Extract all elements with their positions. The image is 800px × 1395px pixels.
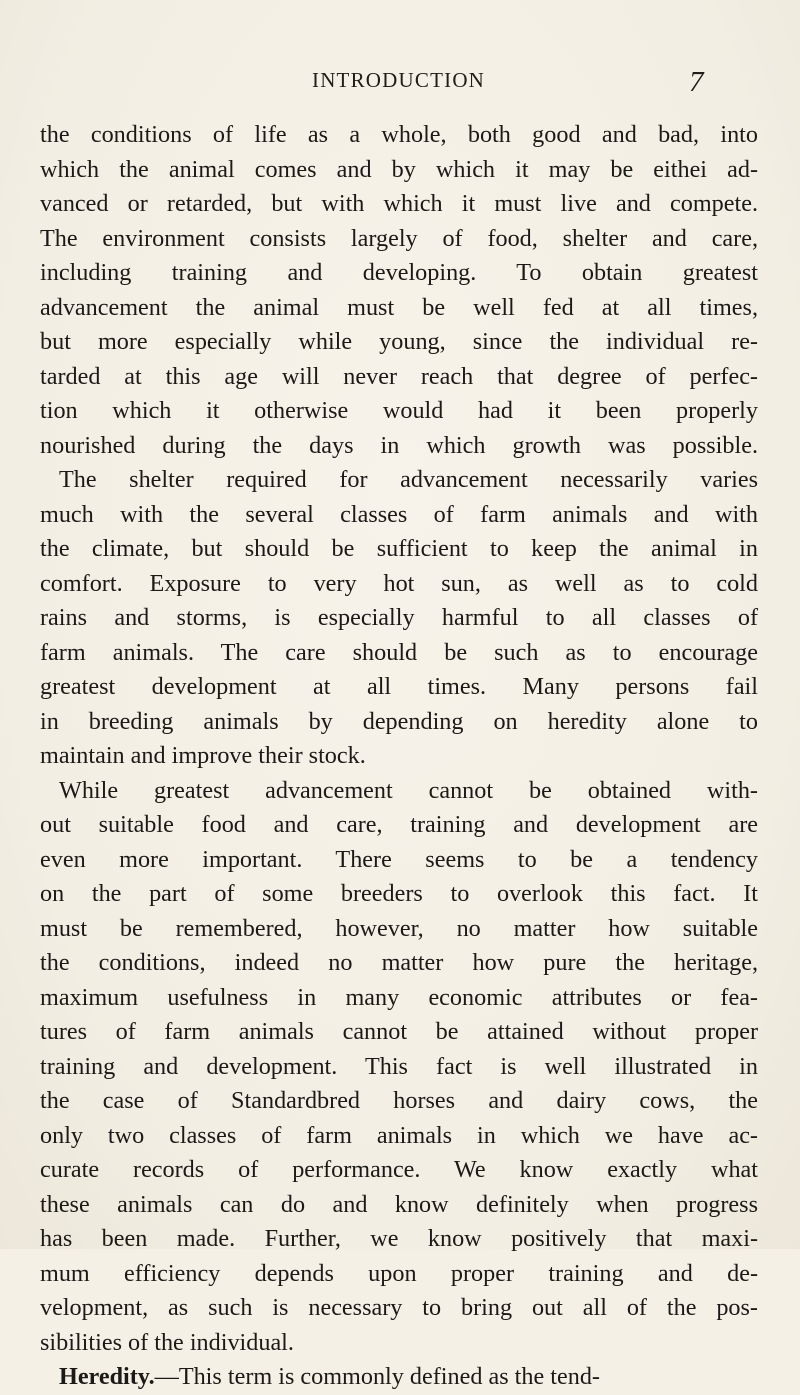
text-line: nourished during the days in which growth was possible. (40, 431, 758, 459)
text-line: out suitable food and care, training and development are (40, 811, 758, 838)
text-line: While greatest advancement cannot be obtained with- (59, 776, 758, 804)
text-line: maximum usefulness in many economic attributes or fea- (40, 983, 758, 1011)
text-line: The shelter required for advancement necessarily varies (59, 466, 758, 493)
text-line: tarded at this age will never reach that degree of perfec- (40, 362, 758, 390)
text-line: greatest development at all times. Many persons fail (40, 673, 758, 700)
text-line: velopment, as such is necessary to bring out all of the pos- (40, 1294, 758, 1321)
text-line: farm animals. The care should be such as to encourage (40, 638, 758, 666)
heading-term: Heredity. (59, 1363, 155, 1390)
text-line: sibilities of the individual. (40, 1328, 294, 1356)
text-line: the conditions, indeed no matter how pure the heritage, (40, 949, 758, 976)
text-line: advancement the animal must be well fed at all times, (40, 293, 758, 321)
text-line: tures of farm animals cannot be attained without proper (40, 1018, 758, 1045)
text-line: mum efficiency depends upon proper training and de- (40, 1259, 758, 1287)
text-line: much with the several classes of farm animals and with (40, 500, 758, 528)
section-heading-line (40, 1360, 758, 1395)
running-title: INTRODUCTION (312, 68, 486, 92)
text-line: on the part of some breeders to overlook this fact. It (40, 880, 758, 907)
text-line: must be remembered, however, no matter how suitable (40, 914, 758, 942)
text-line: in breeding animals by depending on heredity alone to (40, 707, 758, 735)
heading-continuation: —This term is commonly defined as the tend- (154, 1363, 600, 1390)
text-line: these animals can do and know definitely when progress (40, 1190, 758, 1218)
text-line: curate records of performance. We know exactly what (40, 1156, 758, 1183)
body-text (40, 118, 758, 1395)
text-line: The environment consists largely of food, shelter and care, (40, 224, 758, 252)
text-line: training and development. This fact is well illustrated in (40, 1052, 758, 1080)
text-line: tion which it otherwise would had it been properly (40, 397, 758, 424)
text-line: the conditions of life as a whole, both good and bad, into (40, 121, 758, 148)
text-line: which the animal comes and by which it may be eithei ad- (40, 155, 758, 183)
text-line: vanced or retarded, but with which it must live and compete. (40, 190, 758, 217)
text-line: even more important. There seems to be a tendency (40, 845, 758, 873)
text-line: the case of Standardbred horses and dairy cows, the (40, 1087, 758, 1114)
text-line: rains and storms, is especially harmful to all classes of (40, 604, 758, 631)
running-head (0, 66, 800, 100)
text-line: comfort. Exposure to very hot sun, as well as to cold (40, 569, 758, 597)
text-line: has been made. Further, we know positively that maxi- (40, 1225, 758, 1252)
text-line: only two classes of farm animals in which we have ac- (40, 1121, 758, 1149)
page-number: 7 (689, 66, 704, 98)
text-line: including training and developing. To obtain greatest (40, 259, 758, 286)
text-line: maintain and improve their stock. (40, 742, 366, 769)
text-line: the climate, but should be sufficient to keep the animal in (40, 535, 758, 562)
text-line: but more especially while young, since the individual re- (40, 328, 758, 355)
